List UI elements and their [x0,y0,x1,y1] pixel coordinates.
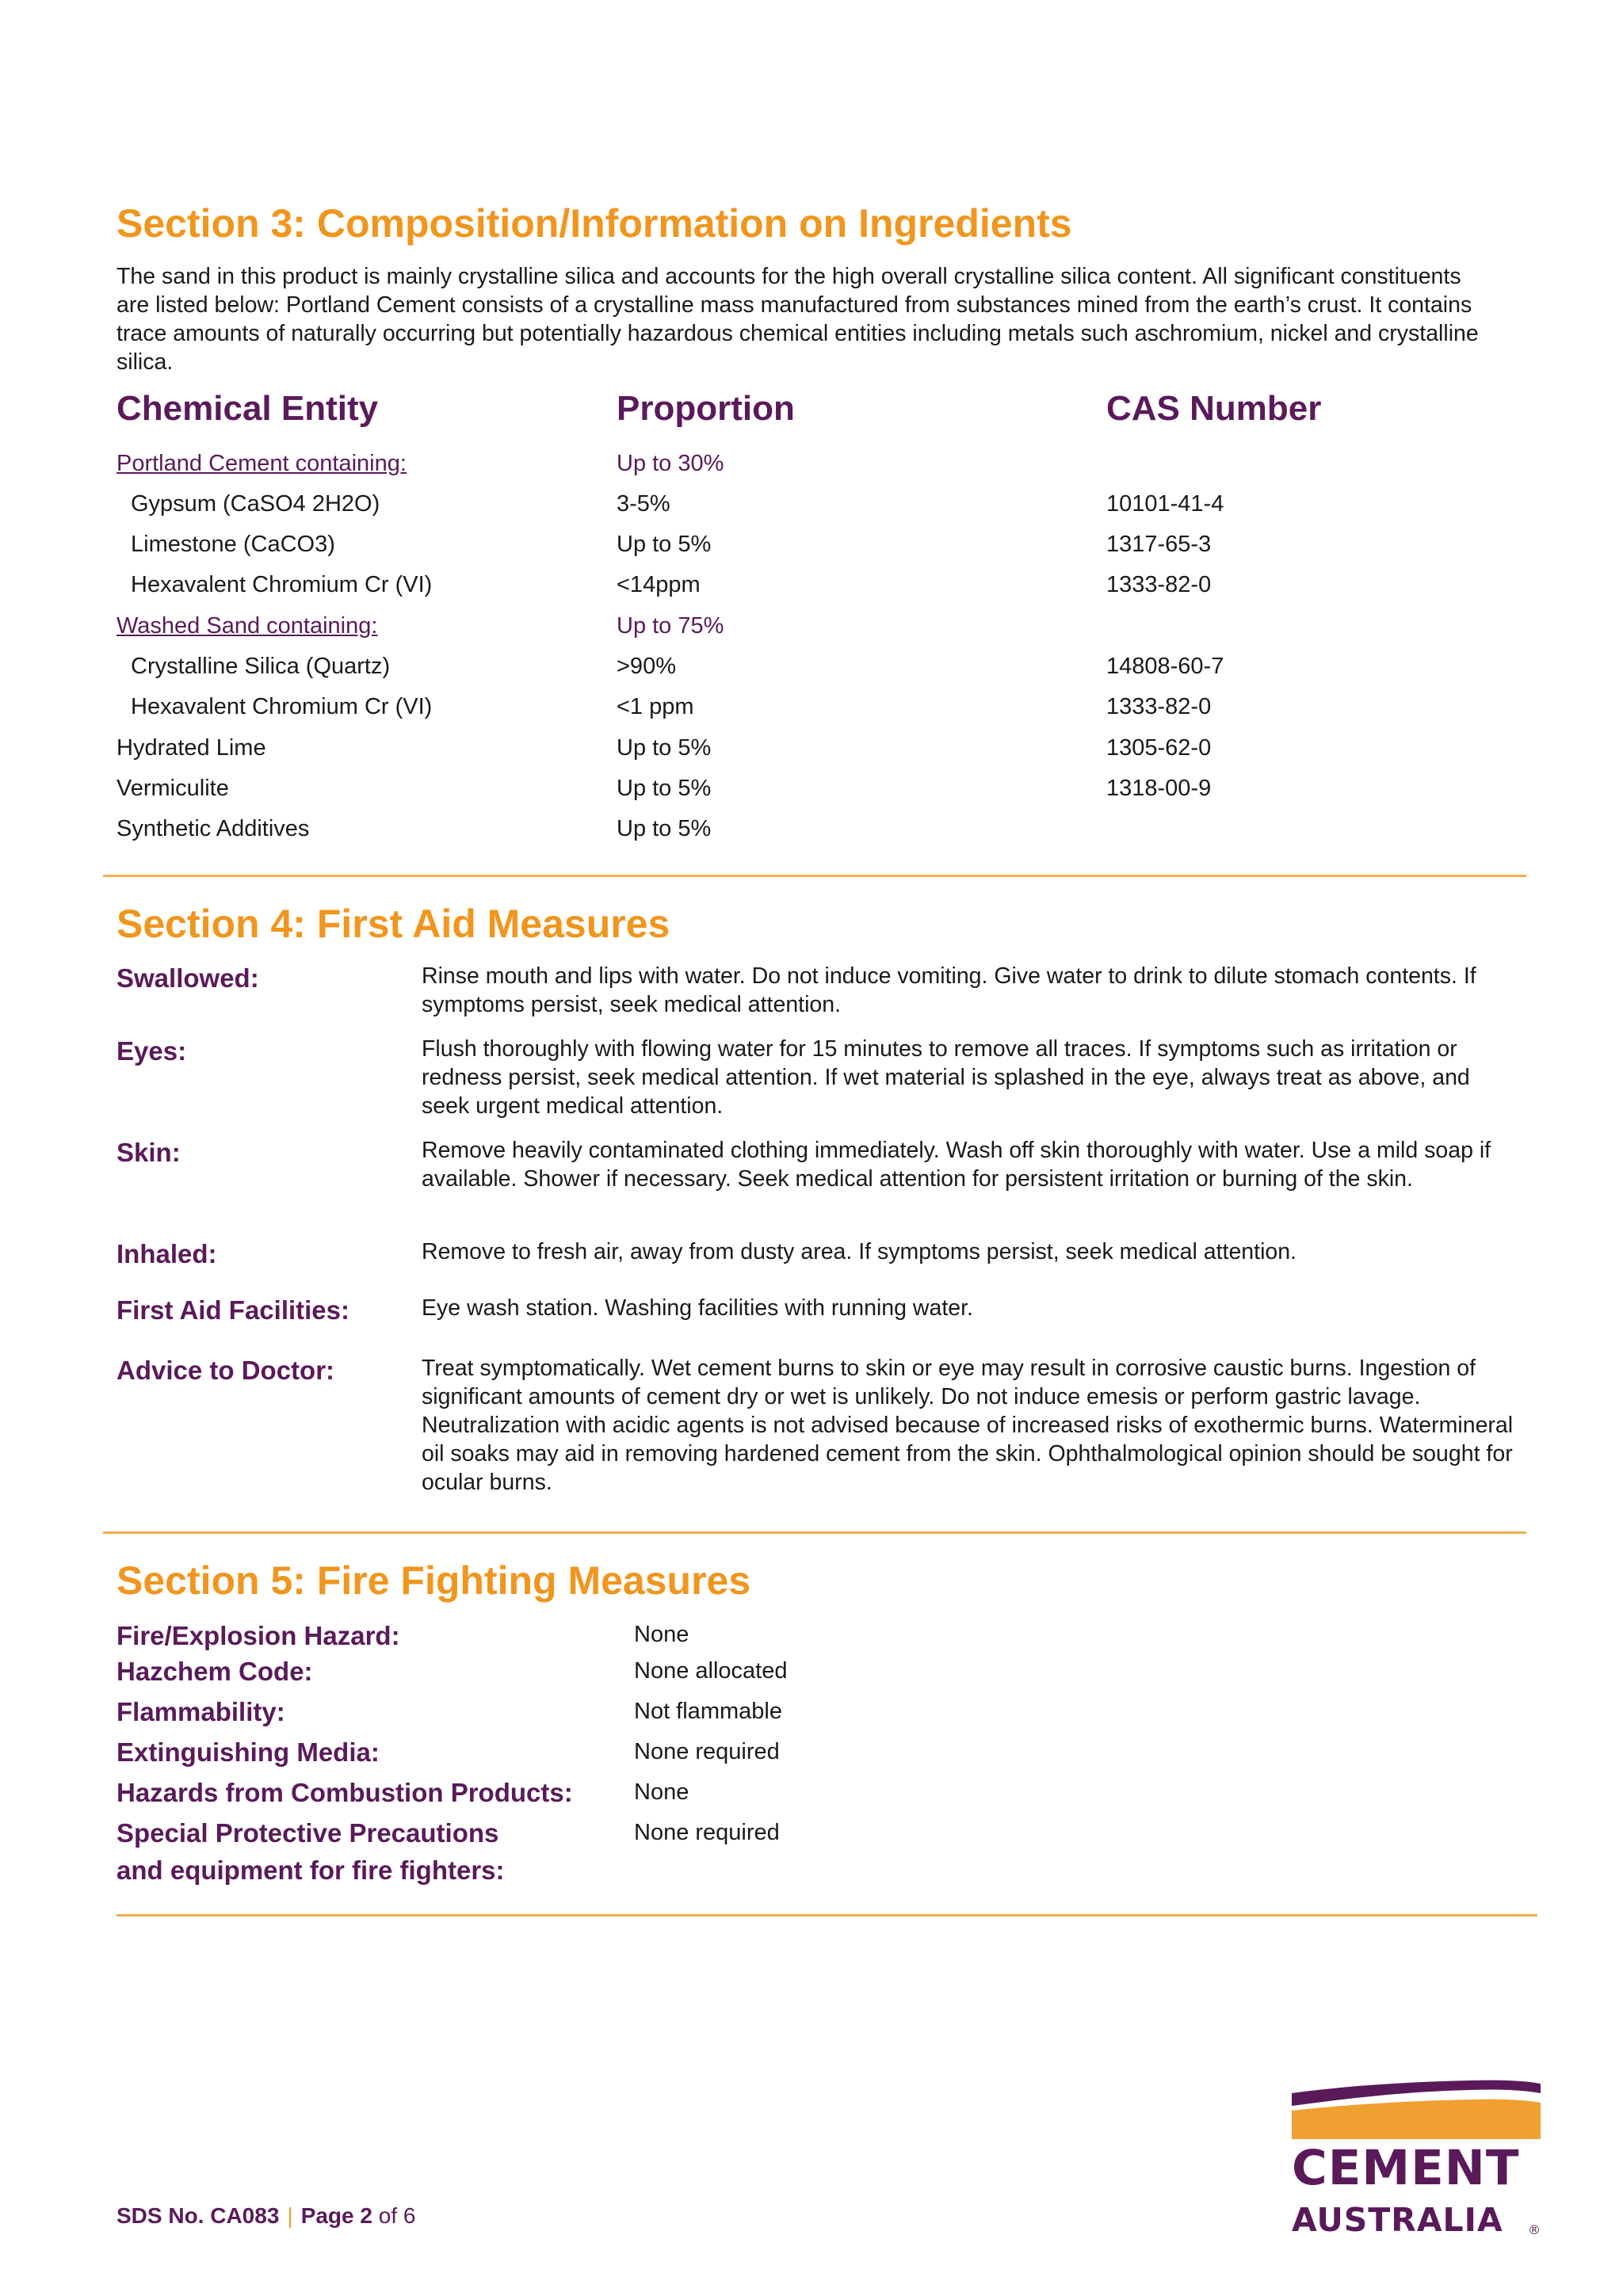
ingredient-proportion: 3-5% [617,491,670,517]
fire-label: Flammability: [116,1697,285,1726]
page-footer [116,2205,415,2227]
first-aid-label: Skin: [116,1138,181,1167]
ingredient-name: Hexavalent Chromium Cr (VI) [131,572,433,597]
section-3-intro: The sand in this product is mainly crystalline silica and accounts for the high overall crystalline silica content. All significant constituents are listed below: Portland Cement consists of a crystalline mass manufactured from substances mined from the earth’s crust. It contains trace amounts of naturally occurring but potentially hazardous chemical entities including metals such aschromium, nickel and crystalline silica. [116,264,1479,375]
registered-mark: ® [1528,2222,1541,2237]
logo-text-cement: CEMENT [1292,2140,1520,2196]
ingredient-proportion: >90% [617,654,676,679]
fire-label-continued: and equipment for fire fighters: [116,1855,505,1885]
fire-value: None required [634,1820,780,1845]
ingredient-proportion: Up to 5% [617,532,712,557]
ingredient-cas: 1318-00-9 [1106,776,1212,801]
ingredient-proportion: Up to 5% [617,735,712,761]
ingredient-name: Synthetic Additives [116,816,310,841]
first-aid-label: Advice to Doctor: [116,1356,335,1385]
ingredient-group-name: Portland Cement containing: [116,451,407,476]
page-number: Page 2 [300,2203,372,2228]
footer-separator: | [287,2203,293,2228]
first-aid-label: Swallowed: [116,963,259,993]
ingredient-name: Crystalline Silica (Quartz) [131,654,391,679]
first-aid-label: Inhaled: [116,1239,217,1268]
fire-label: Hazards from Combustion Products: [116,1778,573,1807]
fire-value: None allocated [634,1658,788,1684]
fire-label: Special Protective Precautions [116,1818,499,1848]
first-aid-text: Rinse mouth and lips with water. Do not induce vomiting. Give water to drink to dilute stomach contents. If symptoms persist, seek medical attention. [422,963,1476,1017]
fire-label: Hazchem Code: [116,1657,313,1686]
ingredient-name: Gypsum (CaSO4 2H2O) [131,491,380,517]
column-header-entity: Chemical Entity [116,389,379,428]
section-5-title: Section 5: Fire Fighting Measures [116,1558,751,1603]
ingredient-cas: 14808-60-7 [1106,654,1224,679]
column-header-cas: CAS Number [1106,389,1322,428]
ingredient-name: Vermiculite [116,776,229,801]
ingredient-proportion: <1 ppm [617,694,694,719]
ingredient-name: Hydrated Lime [116,735,266,761]
ingredient-proportion: Up to 30% [617,451,724,476]
ingredient-cas: 1333-82-0 [1106,694,1212,719]
ingredient-cas: 1333-82-0 [1106,572,1212,597]
fire-label: Fire/Explosion Hazard: [116,1621,400,1650]
section-divider [103,875,1526,877]
fire-label: Extinguishing Media: [116,1737,380,1767]
first-aid-text: Eye wash station. Washing facilities with running water. [422,1295,973,1321]
section-4-title: Section 4: First Aid Measures [116,902,670,946]
section-divider [116,1914,1537,1917]
fire-value: Not flammable [634,1699,782,1724]
column-header-proportion: Proportion [617,389,795,428]
first-aid-text: Remove to fresh air, away from dusty area. If symptoms persist, seek medical attention. [422,1239,1297,1264]
ingredient-proportion: Up to 5% [617,816,712,841]
ingredient-name: Hexavalent Chromium Cr (VI) [131,694,433,719]
ingredient-cas: 1317-65-3 [1106,532,1212,557]
ingredient-cas: 10101-41-4 [1106,491,1224,517]
ingredient-name: Limestone (CaCO3) [131,532,335,557]
logo-orange-swoosh [1292,2100,1541,2139]
fire-value: None [634,1779,689,1805]
first-aid-text: Flush thoroughly with flowing water for 15 minutes to remove all traces. If symptoms such as irritation or redness persist, seek medical attention. If wet material is splashed in the eye, always treat as above, and seek urgent medical attention. [422,1036,1470,1119]
sds-number: SDS No. CA083 [116,2203,280,2228]
first-aid-label: First Aid Facilities: [116,1295,350,1325]
ingredient-cas: 1305-62-0 [1106,735,1212,761]
section-divider [103,1531,1526,1534]
fire-value: None [634,1622,689,1647]
first-aid-text: Treat symptomatically. Wet cement burns to skin or eye may result in corrosive caustic burns. Ingestion of significant amounts of cement dry or wet is unlikely. Do not induce emesis or perform gastric lavage. Neutralization with acidic agents is not advised because of increased risks of exothermic burns. Watermineral oil soaks may aid in removing hardened cement from the skin. Ophthalmological opinion should be sought for ocular burns. [422,1356,1514,1495]
ingredient-group-name: Washed Sand containing: [116,613,378,639]
first-aid-label: Eyes: [116,1036,187,1066]
ingredient-proportion: Up to 5% [617,776,712,801]
logo-text-australia: AUSTRALIA [1292,2201,1503,2239]
ingredient-proportion: Up to 75% [617,613,724,639]
section-3-title: Section 3: Composition/Information on Ingredients [116,201,1072,246]
page-count: of 6 [378,2203,416,2228]
ingredient-proportion: <14ppm [617,572,701,597]
first-aid-text: Remove heavily contaminated clothing immediately. Wash off skin thoroughly with water. Use a mild soap if available. Shower if necessary. Seek medical attention for persistent irritation or burning of the skin. [422,1138,1491,1192]
fire-value: None required [634,1739,780,1764]
